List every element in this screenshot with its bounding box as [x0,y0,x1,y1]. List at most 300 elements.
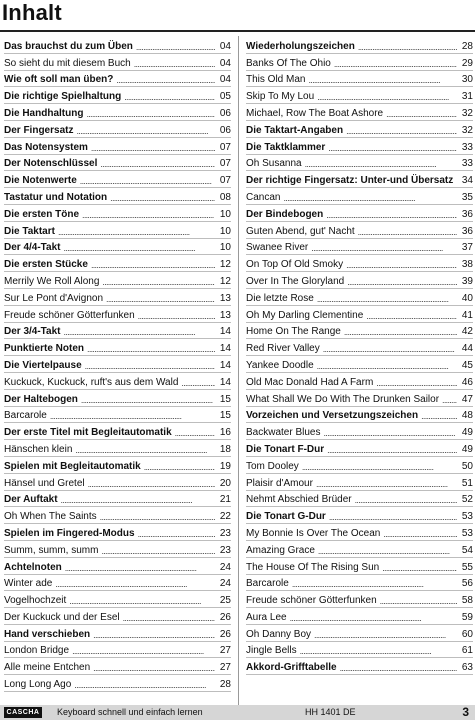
dot-leader [355,495,457,505]
dot-leader [305,159,457,169]
toc-entry-title: Die ersten Töne [4,208,80,220]
toc-entry-page: 27 [219,645,231,657]
toc-entry-title: Barcarole [4,410,47,422]
toc-entry-page: 07 [219,141,231,153]
page-number: 3 [462,705,469,719]
toc-entry-page: 40 [461,292,473,304]
toc-entry-title: So sieht du mit diesem Buch [4,57,131,69]
dot-leader [175,428,215,438]
toc-entry-title: Vorzeichen und Versetzungszeichen [246,410,419,422]
toc-entry-title: Der Kuckuck und der Esel [4,611,120,623]
toc-entry[interactable] [4,474,231,491]
toc-entry-title: Der Fingersatz [4,124,74,136]
dot-leader [383,529,457,539]
toc-entry-page: 44 [461,343,473,355]
dot-leader [88,479,215,489]
toc-entry[interactable] [246,356,473,373]
dot-leader [328,143,457,153]
toc-entry-page: 10 [219,225,231,237]
toc-entry-page: 53 [461,527,473,539]
toc-entry[interactable] [246,306,473,323]
toc-entry[interactable] [246,155,473,172]
toc-entry[interactable] [4,54,231,71]
dot-leader [123,613,215,623]
toc-entry-page: 63 [461,662,473,674]
toc-entry[interactable] [4,272,231,289]
dot-leader [136,42,215,52]
dot-leader [421,411,457,421]
toc-entry-title: Summ, summ, summ [4,544,99,556]
toc-entry-title: Long Long Ago [4,679,72,691]
dot-leader [317,294,457,304]
toc-entry-title: Home On The Range [246,326,341,338]
toc-entry-page: 46 [461,376,473,388]
toc-entry-page: 14 [219,326,231,338]
dot-leader [358,227,457,237]
toc-entry[interactable] [246,71,473,88]
dot-leader [346,126,457,136]
toc-entry-page: 32 [461,124,473,136]
toc-entry[interactable] [4,558,231,575]
toc-entry-title: Spielen mit Begleitautomatik [4,460,141,472]
column-divider [238,36,239,720]
toc-entry[interactable] [246,625,473,642]
toc-entry-page: 48 [461,410,473,422]
toc-entry[interactable] [4,289,231,306]
toc-entry-page: 08 [219,191,231,203]
toc-entry[interactable] [246,423,473,440]
toc-entry[interactable] [246,87,473,104]
toc-entry-title: Der Haltebogen [4,393,78,405]
toc-entry-page: 10 [219,208,231,220]
toc-entry[interactable] [246,222,473,239]
toc-entry[interactable] [246,457,473,474]
dot-leader [317,361,457,371]
dot-leader [318,546,457,556]
dot-leader [347,277,457,287]
toc-entry-title: Spielen im Fingered-Modus [4,527,135,539]
dot-leader [290,613,457,623]
dot-leader [380,596,457,606]
catalog-code: HH 1401 DE [305,707,356,717]
toc-entry-page: 06 [219,124,231,136]
toc-entry[interactable] [246,272,473,289]
toc-entry-page: 12 [219,259,231,271]
toc-entry[interactable] [4,575,231,592]
toc-entry[interactable] [4,87,231,104]
toc-entry[interactable] [246,390,473,407]
toc-entry-title: Tastatur und Notation [4,191,108,203]
toc-entry-title: Der Bindebogen [246,208,324,220]
toc-entry[interactable] [4,323,231,340]
toc-entry-page: 50 [461,460,473,472]
toc-entry-page: 13 [219,292,231,304]
toc-entry-title: Cancan [246,191,281,203]
toc-entry[interactable] [246,121,473,138]
toc-entry-title: Der richtige Fingersatz: Unter-und Übersatz [246,175,454,187]
dot-leader [116,75,215,85]
dot-leader [102,277,215,287]
toc-entry[interactable] [246,289,473,306]
toc-entry-title: Hand verschieben [4,628,91,640]
toc-entry-page: 15 [219,393,231,405]
toc-entry-title: Aura Lee [246,611,287,623]
page-footer [0,705,475,720]
dot-leader [87,344,215,354]
toc-entry-page: 22 [219,511,231,523]
toc-entry[interactable] [246,440,473,457]
toc-entry-title: Sur Le Pont d'Avignon [4,292,104,304]
toc-entry[interactable] [4,440,231,457]
toc-entry-page: 26 [219,611,231,623]
toc-entry-title: Vogelhochzeit [4,595,67,607]
dot-leader [326,210,457,220]
dot-leader [329,512,457,522]
toc-left-column [4,37,231,692]
toc-entry-title: Die letzte Rose [246,292,314,304]
toc-entry-title: Die Taktklammer [246,141,326,153]
toc-entry-title: Punktierte Noten [4,343,85,355]
toc-entry-title: Das brauchst du zum Üben [4,40,133,52]
toc-entry-page: 28 [461,40,473,52]
toc-entry[interactable] [246,524,473,541]
toc-entry[interactable] [246,339,473,356]
toc-entry[interactable] [4,222,231,239]
toc-entry-page: 10 [219,242,231,254]
toc-entry[interactable] [4,171,231,188]
toc-entry[interactable] [246,138,473,155]
toc-entry-page: 05 [219,91,231,103]
toc-entry-title: Der 3/4-Takt [4,326,61,338]
toc-entry[interactable] [246,608,473,625]
toc-entry-page: 37 [461,242,473,254]
toc-entry-page: 33 [461,158,473,170]
toc-entry[interactable] [4,457,231,474]
toc-entry-page: 54 [461,544,473,556]
toc-entry-title: Wiederholungszeichen [246,40,355,52]
toc-entry-page: 28 [219,679,231,691]
toc-entry-page: 45 [461,359,473,371]
toc-entry-title: Die Notenwerte [4,175,77,187]
toc-entry[interactable] [246,54,473,71]
dot-leader [64,327,215,337]
toc-entry[interactable] [4,373,231,390]
dot-leader [85,361,215,371]
dot-leader [101,546,215,556]
toc-entry-page: 07 [219,158,231,170]
dot-leader [72,646,215,656]
dot-leader [382,563,457,573]
toc-entry-page: 41 [461,309,473,321]
toc-entry[interactable] [4,138,231,155]
toc-entry-page: 16 [219,427,231,439]
toc-entry[interactable] [4,625,231,642]
toc-entry-title: Freude schöner Götterfunken [246,595,377,607]
toc-entry-page: 39 [461,275,473,287]
toc-entry-page: 47 [461,393,473,405]
toc-entry[interactable] [4,491,231,508]
toc-entry-title: Over In The Gloryland [246,275,345,287]
toc-entry[interactable] [246,407,473,424]
dot-leader [344,327,457,337]
toc-entry-page: 24 [219,561,231,573]
toc-entry[interactable] [246,541,473,558]
toc-entry[interactable] [4,658,231,675]
toc-entry[interactable] [4,541,231,558]
toc-entry-title: On Top Of Old Smoky [246,259,344,271]
toc-entry[interactable] [246,507,473,524]
toc-entry-page: 58 [461,595,473,607]
dot-leader [81,395,215,405]
toc-entry-title: Winter ade [4,578,53,590]
dot-leader [314,630,457,640]
dot-leader [138,311,215,321]
toc-entry[interactable] [4,423,231,440]
dot-leader [55,579,215,589]
toc-entry-page: 35 [461,191,473,203]
toc-entry-title: Der 4/4-Takt [4,242,61,254]
toc-entry[interactable] [4,71,231,88]
toc-entry-page: 56 [461,578,473,590]
toc-entry-title: Oh My Darling Clementine [246,309,364,321]
toc-entry-title: Plaisir d'Amour [246,477,313,489]
dot-leader [61,495,215,505]
dot-leader [50,411,215,421]
toc-entry-page: 20 [219,477,231,489]
dot-leader [386,109,457,119]
toc-entry-title: Freude schöner Götterfunken [4,309,135,321]
dot-leader [181,378,215,388]
dot-leader [124,92,215,102]
toc-entry-title: Barcarole [246,578,289,590]
toc-entry-page: 04 [219,57,231,69]
toc-entry-page: 51 [461,477,473,489]
dot-leader [100,159,215,169]
toc-entry-title: Akkord-Grifftabelle [246,662,337,674]
dot-leader [376,378,457,388]
publisher-logo: CASCHA [4,707,42,718]
toc-entry[interactable] [246,323,473,340]
toc-entry-title: Backwater Blues [246,427,321,439]
toc-entry-title: My Bonnie Is Over The Ocean [246,527,381,539]
toc-entry-title: Die richtige Spielhaltung [4,91,122,103]
toc-entry-page: 13 [219,309,231,321]
dot-leader [80,176,215,186]
dot-leader [456,176,457,186]
toc-entry-title: Red River Valley [246,343,320,355]
toc-entry-page: 49 [461,443,473,455]
dot-leader [283,193,457,203]
book-subtitle: Keyboard schnell und einfach lernen [57,707,203,717]
toc-entry-page: 27 [219,662,231,674]
toc-entry[interactable] [246,255,473,272]
toc-entry[interactable] [246,104,473,121]
toc-entry-page: 04 [219,74,231,86]
dot-leader [74,680,215,690]
toc-entry[interactable] [4,121,231,138]
toc-entry[interactable] [246,474,473,491]
dot-leader [302,462,457,472]
toc-entry-title: Old Mac Donald Had A Farm [246,376,374,388]
toc-entry-page: 30 [461,74,473,86]
toc-entry-title: Nehmt Abschied Brüder [246,494,352,506]
toc-entry-page: 42 [461,326,473,338]
dot-leader [93,663,215,673]
dot-leader [300,646,457,656]
toc-entry[interactable] [4,507,231,524]
dot-leader [93,630,215,640]
toc-entry-page: 60 [461,628,473,640]
dot-leader [366,311,457,321]
dot-leader [91,143,215,153]
toc-entry[interactable] [246,205,473,222]
toc-entry-page: 32 [461,107,473,119]
toc-entry-title: This Old Man [246,74,306,86]
toc-entry[interactable] [4,239,231,256]
title-rule [0,30,475,32]
toc-entry-title: Jingle Bells [246,645,297,657]
toc-entry-page: 36 [461,225,473,237]
toc-entry-page: 14 [219,359,231,371]
toc-entry[interactable] [4,37,231,54]
dot-leader [91,260,215,270]
dot-leader [76,126,215,136]
toc-entry-title: Tom Dooley [246,460,299,472]
toc-entry-title: Oh Susanna [246,158,302,170]
dot-leader [75,445,215,455]
dot-leader [64,243,215,253]
toc-entry-page: 18 [219,443,231,455]
toc-entry-page: 12 [219,275,231,287]
toc-entry-title: London Bridge [4,645,70,657]
toc-entry[interactable] [246,37,473,54]
toc-entry[interactable] [4,188,231,205]
toc-entry-title: What Shall We Do With The Drunken Sailor [246,393,440,405]
toc-entry[interactable] [4,608,231,625]
toc-entry-page: 34 [461,175,473,187]
dot-leader [317,92,457,102]
toc-entry-title: Wie oft soll man üben? [4,74,114,86]
dot-leader [110,193,215,203]
toc-entry-page: 14 [219,376,231,388]
toc-entry-title: Die Taktart [4,225,55,237]
dot-leader [292,579,457,589]
toc-entry-page: 06 [219,107,231,119]
page-title: Inhalt [2,0,62,25]
dot-leader [65,563,215,573]
toc-entry[interactable] [4,675,231,692]
dot-leader [138,529,215,539]
toc-entry-page: 59 [461,611,473,623]
toc-entry-title: Achtelnoten [4,561,62,573]
toc-entry-page: 25 [219,595,231,607]
toc-entry-title: Oh Danny Boy [246,628,312,640]
toc-entry-title: Die Handhaltung [4,107,84,119]
dot-leader [69,596,215,606]
toc-entry[interactable] [246,188,473,205]
toc-entry[interactable] [4,390,231,407]
toc-entry-page: 23 [219,527,231,539]
toc-entry[interactable] [246,373,473,390]
toc-entry-title: Swanee River [246,242,309,254]
toc-entry[interactable] [4,339,231,356]
dot-leader [323,344,457,354]
toc-entry[interactable] [4,255,231,272]
dot-leader [334,59,457,69]
toc-entry-page: 19 [219,460,231,472]
toc-entry[interactable] [4,356,231,373]
toc-entry-title: Skip To My Lou [246,91,315,103]
toc-entry[interactable] [246,575,473,592]
toc-entry-title: Die Taktart-Angaben [246,124,344,136]
toc-entry-page: 33 [461,141,473,153]
toc-entry[interactable] [4,591,231,608]
toc-entry-title: Die ersten Stücke [4,259,88,271]
toc-entry[interactable] [246,239,473,256]
toc-entry[interactable] [246,658,473,675]
toc-entry-page: 14 [219,343,231,355]
toc-entry-title: Alle meine Entchen [4,662,91,674]
dot-leader [340,663,457,673]
toc-entry[interactable] [4,524,231,541]
toc-entry-title: Das Notensystem [4,141,88,153]
toc-entry-page: 15 [219,410,231,422]
toc-entry-title: Amazing Grace [246,544,315,556]
dot-leader [311,243,457,253]
toc-right-column [246,37,473,675]
toc-entry-page: 23 [219,544,231,556]
toc-entry-title: Hänschen klein [4,443,73,455]
toc-entry-page: 61 [461,645,473,657]
toc-entry-page: 52 [461,494,473,506]
dot-leader [134,59,215,69]
toc-entry[interactable] [4,642,231,659]
toc-entry-title: Hänsel und Gretel [4,477,85,489]
toc-entry-page: 21 [219,494,231,506]
toc-entry[interactable] [4,407,231,424]
toc-entry-title: Die Tonart G-Dur [246,511,326,523]
toc-entry-title: Guten Abend, gut' Nacht [246,225,355,237]
toc-entry-title: Merrily We Roll Along [4,275,100,287]
dot-leader [442,395,457,405]
dot-leader [323,428,457,438]
toc-entry-page: 38 [461,259,473,271]
toc-entry[interactable] [4,306,231,323]
toc-entry[interactable] [246,171,473,188]
toc-entry[interactable] [246,591,473,608]
dot-leader [106,294,215,304]
toc-entry[interactable] [246,642,473,659]
toc-entry[interactable] [246,558,473,575]
toc-entry-page: 31 [461,91,473,103]
toc-entry-page: 53 [461,511,473,523]
toc-entry[interactable] [246,491,473,508]
toc-entry[interactable] [4,205,231,222]
toc-entry[interactable] [4,155,231,172]
dot-leader [316,479,457,489]
toc-entry-title: Banks Of The Ohio [246,57,331,69]
toc-entry-page: 29 [461,57,473,69]
dot-leader [308,75,457,85]
toc-entry-page: 07 [219,175,231,187]
dot-leader [358,42,457,52]
toc-entry[interactable] [4,104,231,121]
dot-leader [82,210,215,220]
toc-entry-title: Oh When The Saints [4,511,97,523]
dot-leader [100,512,215,522]
toc-entry-title: Yankee Doodle [246,359,314,371]
dot-leader [58,227,215,237]
